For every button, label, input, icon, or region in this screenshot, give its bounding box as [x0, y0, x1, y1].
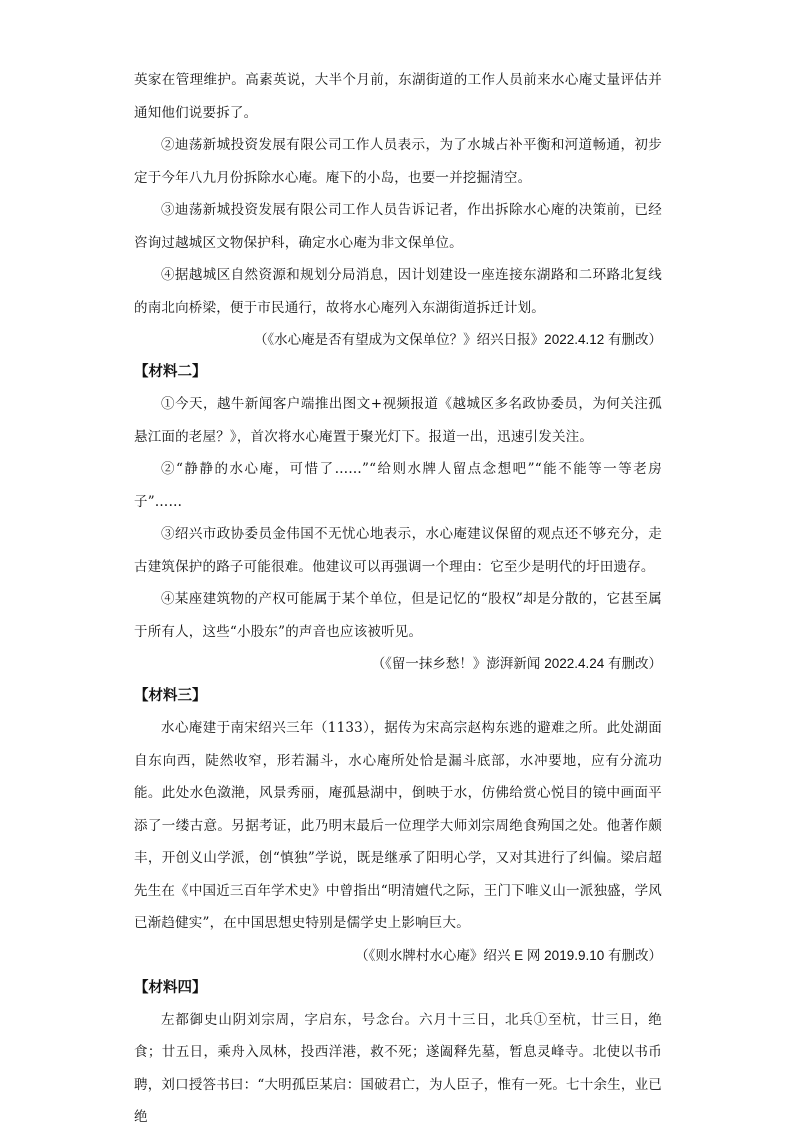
- material-two-paragraph-2: ②“静静的水心庵，可惜了……”“给则水牌人留点念想吧”“能不能等一等老房子”……: [134, 461, 662, 510]
- material-two-paragraph-3: ③绍兴市政协委员金伟国不无忧心地表示，水心庵建议保留的观点还不够充分，走古建筑保护的路子可能很难。他建议可以再强调一个理由：它至少是明代的圩田遗存。: [134, 526, 662, 575]
- material-four-heading: 【材料四】: [134, 979, 207, 996]
- material-two-heading: 【材料二】: [134, 364, 207, 380]
- paragraph-prev-1: 英家在管理维护。高素英说，大半个月前，东湖街道的工作人员前来水心庵丈量评估并通知他们说要拆了。: [134, 72, 662, 121]
- document-page: [134, 64, 662, 1134]
- previous-section: [134, 64, 662, 356]
- material-four-paragraph-1: 左都御史山阴刘宗周，字启东，号念台。六月十三日，北兵①至杭，廿三日，绝食；廿五日，乘舟入凤林，投西洋港，救不死；遂阖释先墓，暂息灵峰寺。北使以书币聘，刘口授答书曰：“大明孤臣某启：国破君亡，为人臣子，惟有一死。七十余生，业已绝: [134, 1011, 662, 1125]
- material-three-section: [134, 680, 662, 972]
- paragraph-prev-2: ②迪荡新城投资发展有限公司工作人员表示，为了水城占补平衡和河道畅通，初步定于今年八九月份拆除水心庵。庵下的小岛，也要一并挖掘清空。: [134, 137, 662, 186]
- material-three-heading: 【材料三】: [134, 688, 207, 704]
- material-three-paragraph-1: 水心庵建于南宋绍兴三年（1133），据传为宋高宗赵构东逃的避难之所。此处湖面自东向西，陡然收窄，形若漏斗，水心庵所处恰是漏斗底部，水冲要地，应有分流功能。此处水色潋滟，风景秀丽，庵孤悬湖中，倒映于水，仿佛给赏心悦目的镜中画面平添了一缕古意。另据考证，此乃明末最后一位理学大师刘宗周绝食殉国之处。他著作颇丰，开创义山学派，创“慎独”学说，既是继承了阳明心学，又对其进行了纠偏。梁启超先生在《中国近三百年学术史》中曾指出“明清嬗代之际，王门下唯义山一派独盛，学风已渐趋健实”，在中国思想史特别是儒学史上影响巨大。: [134, 720, 662, 931]
- material-two-paragraph-1: ①今天，越牛新闻客户端推出图文+视频报道《越城区多名政协委员，为何关注孤悬江面的老屋？》，首次将水心庵置于聚光灯下。报道一出，迅速引发关注。: [134, 396, 662, 445]
- material-two-paragraph-4: ④某座建筑物的产权可能属于某个单位，但是记忆的“股权”却是分散的，它甚至属于所有人，这些“小股东”的声音也应该被听见。: [134, 591, 662, 640]
- material-two-section: [134, 356, 662, 680]
- paragraph-prev-4: ④据越城区自然资源和规划分局消息，因计划建设一座连接东湖路和二环路北复线的南北向桥梁，便于市民通行，故将水心庵列入东湖街道拆迁计划。: [134, 267, 662, 316]
- paragraph-prev-3: ③迪荡新城投资发展有限公司工作人员告诉记者，作出拆除水心庵的决策前，已经咨询过越城区文物保护科，确定水心庵为非文保单位。: [134, 202, 662, 251]
- source-citation-2: （《留一抹乡愁！》澎湃新闻 2022.4.24 有删改）: [371, 656, 662, 671]
- source-citation-3: （《则水牌村水心庵》绍兴 E 网 2019.9.10 有删改）: [355, 947, 662, 963]
- material-four-section: [134, 972, 662, 1134]
- source-citation-1: （《水心庵是否有望成为文保单位？》绍兴日报》2022.4.12 有删改）: [253, 332, 662, 347]
